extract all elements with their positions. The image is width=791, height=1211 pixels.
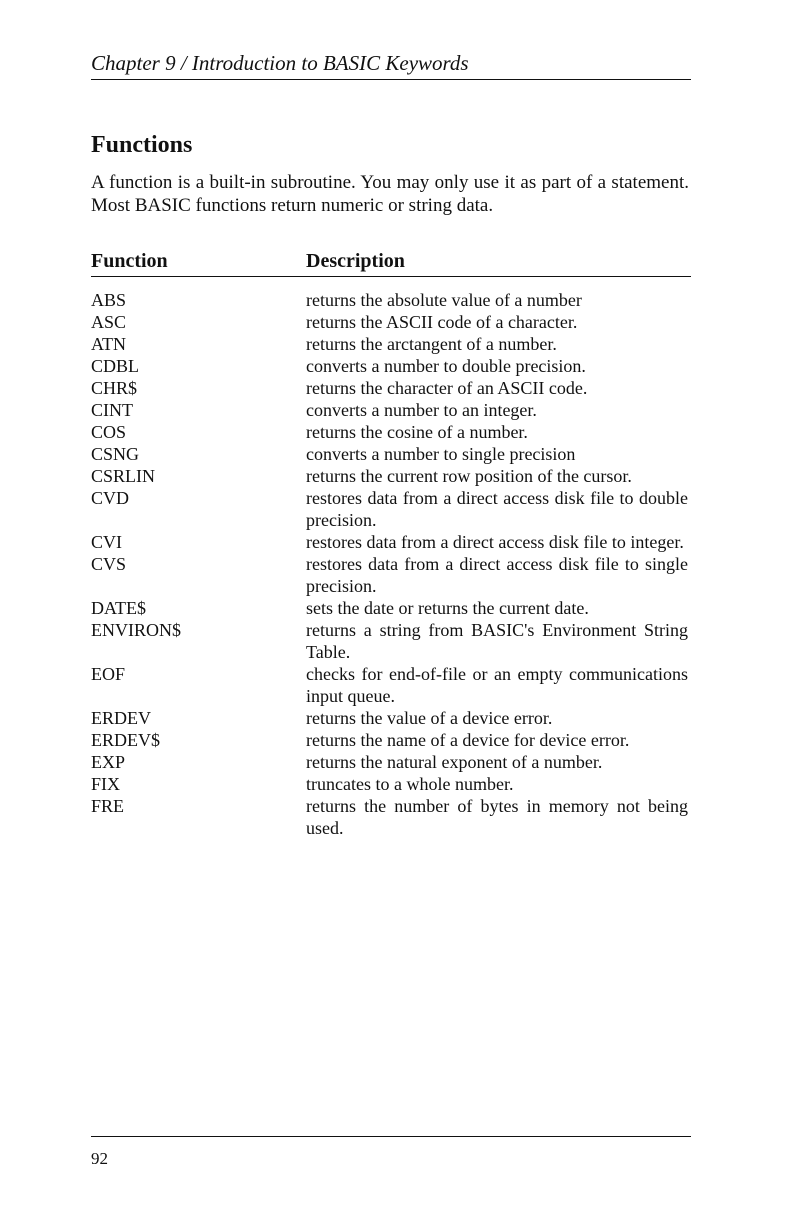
table-row	[91, 553, 691, 597]
function-description: returns the name of a device for device error.	[306, 730, 630, 750]
function-description: returns the cosine of a number.	[306, 422, 528, 442]
table-row	[91, 377, 691, 399]
function-description: sets the date or returns the current date.	[306, 598, 589, 618]
function-description: returns the natural exponent of a number.	[306, 752, 603, 772]
function-description: restores data from a direct access disk file to integer.	[306, 532, 684, 552]
function-description: returns the absolute value of a number	[306, 290, 582, 310]
function-name: CVS	[91, 554, 127, 574]
function-name: DATE$	[91, 598, 146, 618]
function-description: returns the number of bytes in memory not being used.	[306, 796, 688, 838]
table-row	[91, 487, 691, 531]
column-header-description: Description	[306, 250, 405, 272]
table-row	[91, 707, 691, 729]
chapter-header: Chapter 9 / Introduction to BASIC Keywords	[91, 51, 469, 75]
table-row	[91, 399, 691, 421]
header-divider	[91, 79, 691, 80]
function-name: CSRLIN	[91, 466, 156, 486]
table-row	[91, 333, 691, 355]
function-name: ERDEV	[91, 708, 151, 728]
table-row	[91, 619, 691, 663]
function-description: converts a number to double precision.	[306, 356, 586, 376]
function-name: ATN	[91, 334, 126, 354]
table-row	[91, 311, 691, 333]
function-name: ASC	[91, 312, 127, 332]
section-title: Functions	[91, 132, 193, 158]
table-row	[91, 465, 691, 487]
table-row	[91, 531, 691, 553]
table-row	[91, 289, 691, 311]
table-row	[91, 751, 691, 773]
footer-divider	[91, 1136, 691, 1137]
function-name: CSNG	[91, 444, 140, 464]
table-row	[91, 795, 691, 839]
function-description: truncates to a whole number.	[306, 774, 514, 794]
function-name: EXP	[91, 752, 126, 772]
function-table	[91, 289, 691, 839]
function-name: ENVIRON$	[91, 620, 181, 640]
function-description: returns the current row position of the cursor.	[306, 466, 632, 486]
function-description: converts a number to an integer.	[306, 400, 537, 420]
table-row	[91, 663, 691, 707]
table-row	[91, 355, 691, 377]
function-description: returns the arctangent of a number.	[306, 334, 557, 354]
function-name: CHR$	[91, 378, 138, 398]
table-header-divider	[91, 276, 691, 277]
table-row	[91, 597, 691, 619]
function-description: converts a number to single precision	[306, 444, 576, 464]
function-description: returns the value of a device error.	[306, 708, 553, 728]
function-name: CDBL	[91, 356, 140, 376]
table-row	[91, 443, 691, 465]
page-number: 92	[91, 1149, 108, 1168]
function-description: checks for end-of-file or an empty communications input queue.	[306, 664, 688, 706]
function-name: ERDEV$	[91, 730, 160, 750]
function-name: CVD	[91, 488, 130, 508]
function-description: returns the ASCII code of a character.	[306, 312, 578, 332]
function-name: FRE	[91, 796, 125, 816]
table-row	[91, 729, 691, 751]
column-header-function: Function	[91, 250, 168, 272]
function-name: CINT	[91, 400, 133, 420]
table-row	[91, 773, 691, 795]
intro-paragraph: A function is a built-in subroutine. You may only use it as part of a statement. Most BASIC functions return numeric or string data.	[91, 172, 689, 216]
function-name: ABS	[91, 290, 127, 310]
table-header	[91, 248, 691, 274]
function-description: returns the character of an ASCII code.	[306, 378, 588, 398]
function-name: COS	[91, 422, 127, 442]
function-name: EOF	[91, 664, 126, 684]
function-name: FIX	[91, 774, 121, 794]
function-description: restores data from a direct access disk file to single precision.	[306, 554, 688, 596]
function-description: returns a string from BASIC's Environment String Table.	[306, 620, 688, 662]
table-row	[91, 421, 691, 443]
function-description: restores data from a direct access disk file to double precision.	[306, 488, 688, 530]
function-name: CVI	[91, 532, 122, 552]
